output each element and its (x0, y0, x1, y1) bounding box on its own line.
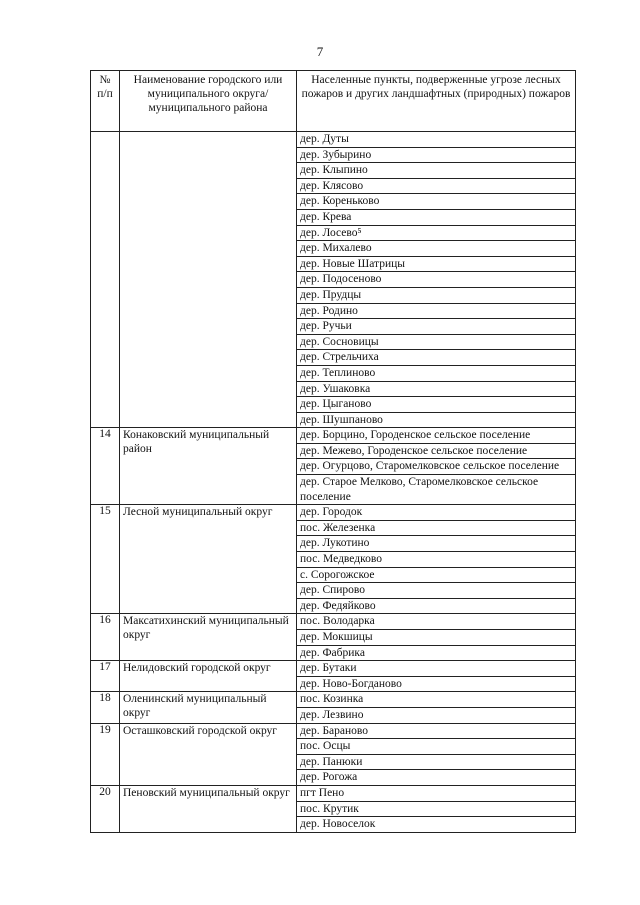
settlement-cell: с. Сорогожское (297, 567, 576, 583)
table-row (91, 723, 576, 739)
district-name: Лесной муниципальный округ (120, 505, 297, 614)
district-name: Пеновский муниципальный округ (120, 785, 297, 832)
district-name: Максатихинский муниципальный округ (120, 614, 297, 661)
settlement-cell: дер. Старое Мелково, Старомелковское сельское поселение (297, 475, 576, 505)
settlement-cell: дер. Клясово (297, 178, 576, 194)
table-row (91, 428, 576, 444)
settlement-cell: дер. Михалево (297, 241, 576, 257)
row-number: 16 (91, 614, 120, 661)
table-row (91, 132, 576, 148)
settlement-cell: дер. Прудцы (297, 287, 576, 303)
settlement-cell: пгт Пено (297, 785, 576, 801)
settlement-cell: дер. Кореньково (297, 194, 576, 210)
table-row (91, 785, 576, 801)
district-name: Оленинский муниципальный округ (120, 692, 297, 723)
settlement-cell: пос. Крутик (297, 801, 576, 817)
header-district: Наименование городского или муниципального округа/муниципального района (120, 71, 297, 132)
table-row (91, 661, 576, 677)
settlement-cell: дер. Ручьи (297, 319, 576, 335)
table-row (91, 614, 576, 630)
header-settlements: Населенные пункты, подверженные угрозе лесных пожаров и других ландшафтных (природных) пожаров (297, 71, 576, 132)
settlement-cell: дер. Панюки (297, 754, 576, 770)
settlement-cell: дер. Бутаки (297, 661, 576, 677)
settlement-cell: дер. Ново-Богданово (297, 676, 576, 692)
settlement-cell: дер. Бараново (297, 723, 576, 739)
district-name (120, 132, 297, 428)
settlement-cell: дер. Стрельчиха (297, 350, 576, 366)
settlement-cell: дер. Зубырино (297, 147, 576, 163)
row-number: 15 (91, 505, 120, 614)
settlements-table (90, 70, 576, 833)
settlement-cell: дер. Цыганово (297, 397, 576, 413)
settlement-cell: дер. Лосево⁵ (297, 225, 576, 241)
settlement-cell: дер. Ушаковка (297, 381, 576, 397)
settlement-cell: пос. Медведково (297, 552, 576, 568)
row-number: 18 (91, 692, 120, 723)
settlement-cell: дер. Федяйково (297, 598, 576, 614)
settlement-cell: дер. Дуты (297, 132, 576, 148)
settlement-cell: дер. Теплиново (297, 365, 576, 381)
table-row (91, 692, 576, 708)
row-number (91, 132, 120, 428)
settlement-cell: дер. Лезвино (297, 707, 576, 723)
district-name: Конаковский муниципальный район (120, 428, 297, 505)
settlement-cell: дер. Подосеново (297, 272, 576, 288)
settlement-cell: дер. Фабрика (297, 645, 576, 661)
settlement-cell: дер. Клыпино (297, 163, 576, 179)
district-name: Нелидовский городской округ (120, 661, 297, 692)
settlement-cell: дер. Рогожа (297, 770, 576, 786)
settlement-cell: пос. Железенка (297, 520, 576, 536)
settlement-cell: дер. Шушпаново (297, 412, 576, 428)
row-number: 17 (91, 661, 120, 692)
settlement-cell: дер. Огурцово, Старомелковское сельское поселение (297, 459, 576, 475)
settlement-cell: дер. Межево, Городенское сельское поселение (297, 443, 576, 459)
row-number: 14 (91, 428, 120, 505)
header-number: № п/п (91, 71, 120, 132)
settlement-cell: дер. Новые Шатрицы (297, 256, 576, 272)
settlement-cell: пос. Володарка (297, 614, 576, 630)
settlement-cell: дер. Борцино, Городенское сельское поселение (297, 428, 576, 444)
settlement-cell: дер. Мокшицы (297, 630, 576, 646)
settlement-cell: дер. Лукотино (297, 536, 576, 552)
row-number: 20 (91, 785, 120, 832)
district-name: Осташковский городской округ (120, 723, 297, 785)
table-row (91, 505, 576, 521)
table-body (91, 132, 576, 833)
settlement-cell: дер. Родино (297, 303, 576, 319)
settlement-cell: дер. Городок (297, 505, 576, 521)
settlement-cell: дер. Спирово (297, 583, 576, 599)
settlement-cell: дер. Сосновицы (297, 334, 576, 350)
settlement-cell: пос. Козинка (297, 692, 576, 708)
settlement-cell: пос. Осцы (297, 739, 576, 755)
page-number: 7 (316, 44, 324, 59)
settlement-cell: дер. Новоселок (297, 817, 576, 833)
row-number: 19 (91, 723, 120, 785)
settlement-cell: дер. Крева (297, 209, 576, 225)
table-header-row (91, 71, 576, 132)
